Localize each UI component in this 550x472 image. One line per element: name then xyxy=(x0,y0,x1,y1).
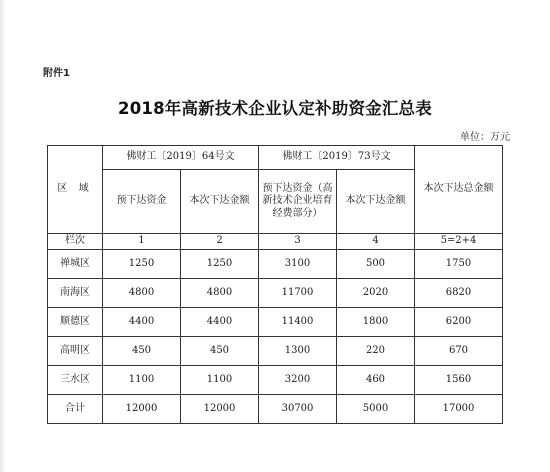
region-cell: 三水区 xyxy=(48,366,103,395)
region-cell: 合计 xyxy=(48,395,103,424)
value-cell: 1100 xyxy=(181,366,259,395)
region-cell: 顺德区 xyxy=(48,308,103,337)
region-header: 区 域 xyxy=(48,146,103,234)
value-cell: 450 xyxy=(181,337,259,366)
value-cell: 1750 xyxy=(415,250,503,279)
subsidy-summary-table xyxy=(47,145,503,424)
value-cell: 670 xyxy=(415,337,503,366)
value-cell: 1250 xyxy=(103,250,181,279)
total-amount-header: 本次下达总金额 xyxy=(415,146,503,234)
value-cell: 12000 xyxy=(103,395,181,424)
value-cell: 460 xyxy=(337,366,415,395)
region-cell: 高明区 xyxy=(48,337,103,366)
table-row xyxy=(48,279,503,308)
g1-current-header: 本次下达金额 xyxy=(181,170,259,234)
scan-edge-shadow xyxy=(0,0,6,472)
value-cell: 6200 xyxy=(415,308,503,337)
value-cell: 6820 xyxy=(415,279,503,308)
index-c3: 3 xyxy=(259,234,337,250)
total-row xyxy=(48,395,503,424)
value-cell: 4400 xyxy=(103,308,181,337)
table-row xyxy=(48,308,503,337)
region-cell: 禅城区 xyxy=(48,250,103,279)
region-cell: 南海区 xyxy=(48,279,103,308)
value-cell: 11400 xyxy=(259,308,337,337)
g1-prelim-header: 预下达资金 xyxy=(103,170,181,234)
value-cell: 3200 xyxy=(259,366,337,395)
value-cell: 30700 xyxy=(259,395,337,424)
value-cell: 4800 xyxy=(181,279,259,308)
g2-prelim-header: 预下达资金（高新技术企业培育经费部分） xyxy=(259,170,337,234)
value-cell: 11700 xyxy=(259,279,337,308)
value-cell: 1300 xyxy=(259,337,337,366)
value-cell: 500 xyxy=(337,250,415,279)
unit-label: 单位：万元 xyxy=(460,132,510,143)
value-cell: 1560 xyxy=(415,366,503,395)
value-cell: 2020 xyxy=(337,279,415,308)
value-cell: 450 xyxy=(103,337,181,366)
g2-current-header: 本次下达金额 xyxy=(337,170,415,234)
value-cell: 5000 xyxy=(337,395,415,424)
group-64-header: 佛财工〔2019〕64号文 xyxy=(103,146,259,170)
index-c4: 4 xyxy=(337,234,415,250)
value-cell: 12000 xyxy=(181,395,259,424)
table-row xyxy=(48,250,503,279)
index-c2: 2 xyxy=(181,234,259,250)
header-row-groups xyxy=(48,146,503,170)
table-row xyxy=(48,337,503,366)
value-cell: 3100 xyxy=(259,250,337,279)
value-cell: 4400 xyxy=(181,308,259,337)
attachment-label: 附件1 xyxy=(43,68,70,79)
page-title: 2018年高新技术企业认定补助资金汇总表 xyxy=(118,99,432,118)
index-c1: 1 xyxy=(103,234,181,250)
group-73-header: 佛财工〔2019〕73号文 xyxy=(259,146,415,170)
value-cell: 1100 xyxy=(103,366,181,395)
value-cell: 1250 xyxy=(181,250,259,279)
table-row xyxy=(48,366,503,395)
value-cell: 220 xyxy=(337,337,415,366)
index-c5: 5=2+4 xyxy=(415,234,503,250)
value-cell: 1800 xyxy=(337,308,415,337)
value-cell: 17000 xyxy=(415,395,503,424)
index-row xyxy=(48,234,503,250)
index-label: 栏次 xyxy=(48,234,103,250)
value-cell: 4800 xyxy=(103,279,181,308)
